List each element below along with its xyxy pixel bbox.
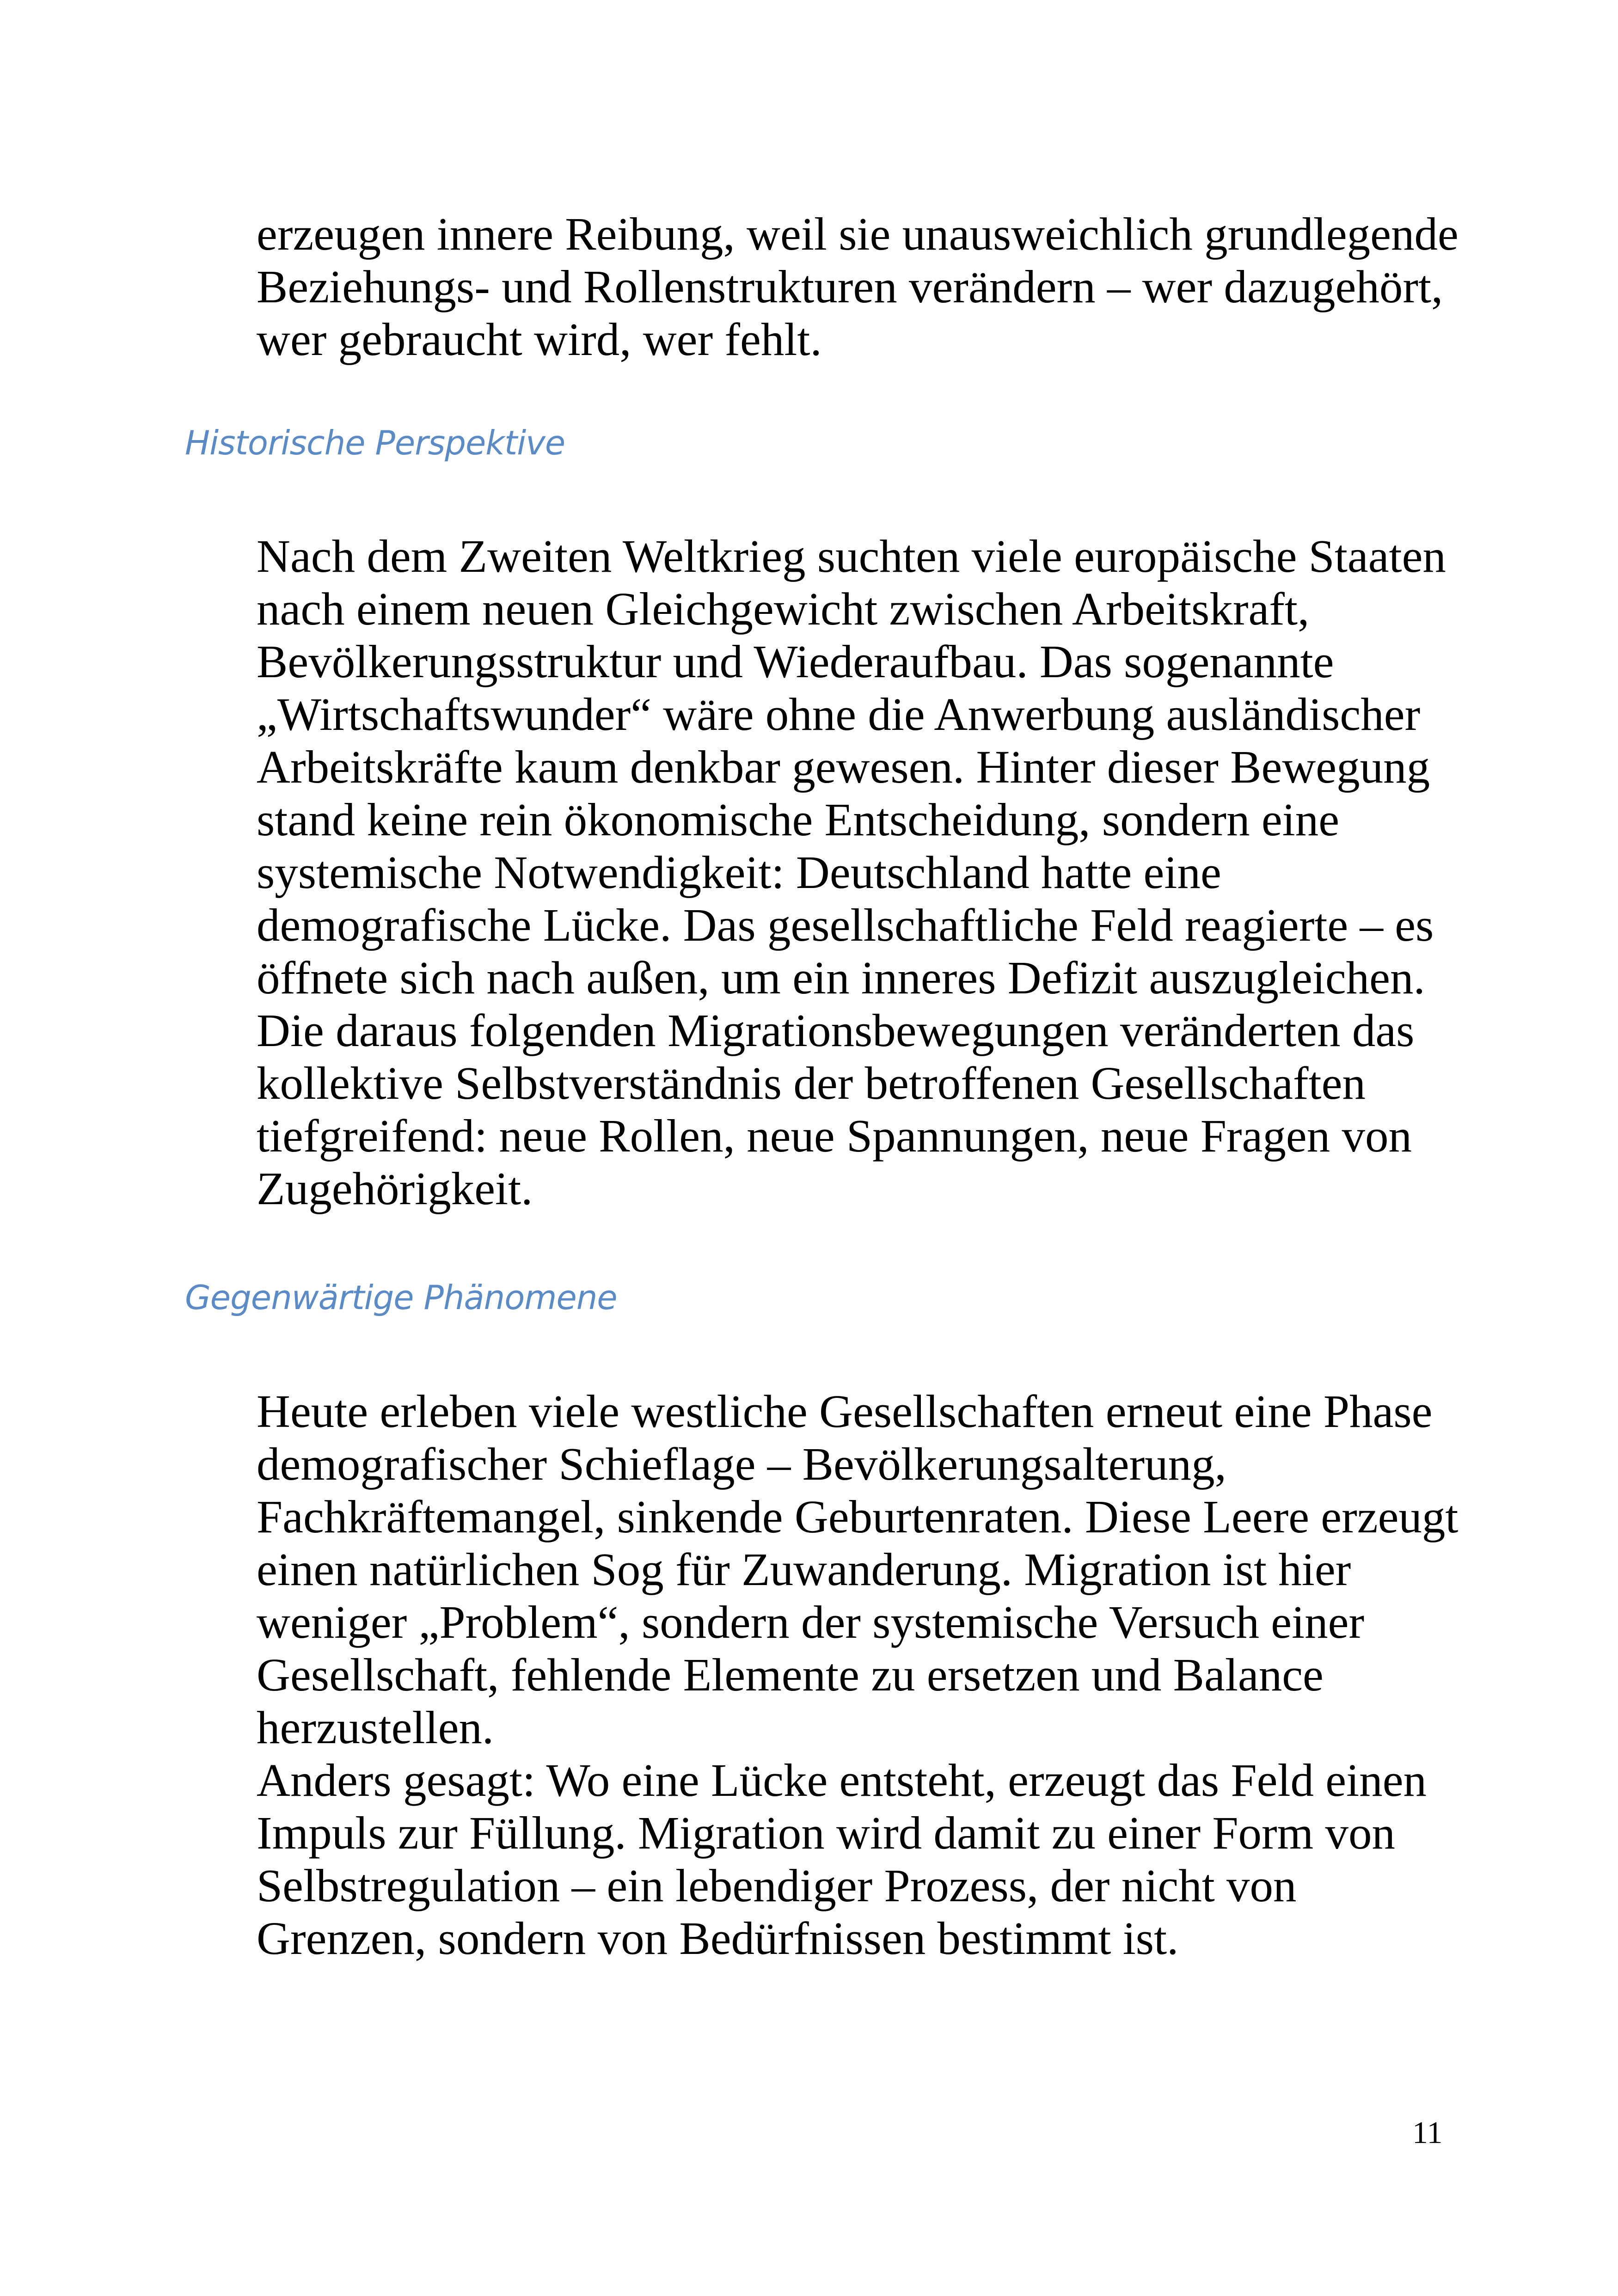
text-line: Bevölkerungsstruktur und Wiederaufbau. Das sogenannte (257, 636, 1334, 687)
text-line: öffnete sich nach außen, um ein inneres Defizit auszugleichen. (257, 952, 1425, 1004)
text-line: Zugehörigkeit. (257, 1163, 533, 1214)
text-line: demografische Lücke. Das gesellschaftliche Feld reagierte – es (257, 899, 1434, 951)
text-line: wer gebraucht wird, wer fehlt. (257, 313, 822, 365)
text-line: erzeugen innere Reibung, weil sie unausweichlich grundlegende (257, 208, 1459, 260)
text-line: demografischer Schieflage – Bevölkerungsalterung, (257, 1438, 1226, 1490)
text-line: systemische Notwendigkeit: Deutschland hatte eine (257, 846, 1221, 898)
text-line: Beziehungs- und Rollenstrukturen verändern – wer dazugehört, (257, 261, 1443, 312)
text-line: Arbeitskräfte kaum denkbar gewesen. Hinter dieser Bewegung (257, 741, 1430, 793)
text-line: kollektive Selbstverständnis der betroffenen Gesellschaften (257, 1057, 1366, 1109)
text-line: Anders gesagt: Wo eine Lücke entsteht, erzeugt das Feld einen (257, 1754, 1427, 1806)
section-heading-gegenwaertig: Gegenwärtige Phänomene (185, 1278, 617, 1317)
text-line: Gesellschaft, fehlende Elemente zu ersetzen und Balance (257, 1649, 1324, 1701)
text-line: Fachkräftemangel, sinkende Geburtenraten. Diese Leere erzeugt (257, 1491, 1459, 1543)
page-number: 11 (1412, 2115, 1443, 2150)
text-line: nach einem neuen Gleichgewicht zwischen Arbeitskraft, (257, 583, 1310, 635)
text-line: Grenzen, sondern von Bedürfnissen bestimmt ist. (257, 1912, 1179, 1964)
text-line: Die daraus folgenden Migrationsbewegungen veränderten das (257, 1004, 1415, 1056)
text-line: Nach dem Zweiten Weltkrieg suchten viele europäische Staaten (257, 530, 1446, 582)
text-line: tiefgreifend: neue Rollen, neue Spannungen, neue Fragen von (257, 1110, 1412, 1162)
text-line: herzustellen. (257, 1702, 494, 1753)
text-line: „Wirtschaftswunder“ wäre ohne die Anwerbung ausländischer (257, 688, 1421, 740)
text-line: Impuls zur Füllung. Migration wird damit zu einer Form von (257, 1807, 1395, 1859)
text-line: Heute erleben viele westliche Gesellschaften erneut eine Phase (257, 1385, 1433, 1437)
text-line: Selbstregulation – ein lebendiger Prozess, der nicht von (257, 1860, 1297, 1911)
text-line: weniger „Problem“, sondern der systemische Versuch einer (257, 1596, 1365, 1648)
text-line: stand keine rein ökonomische Entscheidung, sondern eine (257, 794, 1340, 845)
section-heading-historisch: Historische Perspektive (185, 423, 565, 462)
text-line: einen natürlichen Sog für Zuwanderung. Migration ist hier (257, 1543, 1351, 1595)
